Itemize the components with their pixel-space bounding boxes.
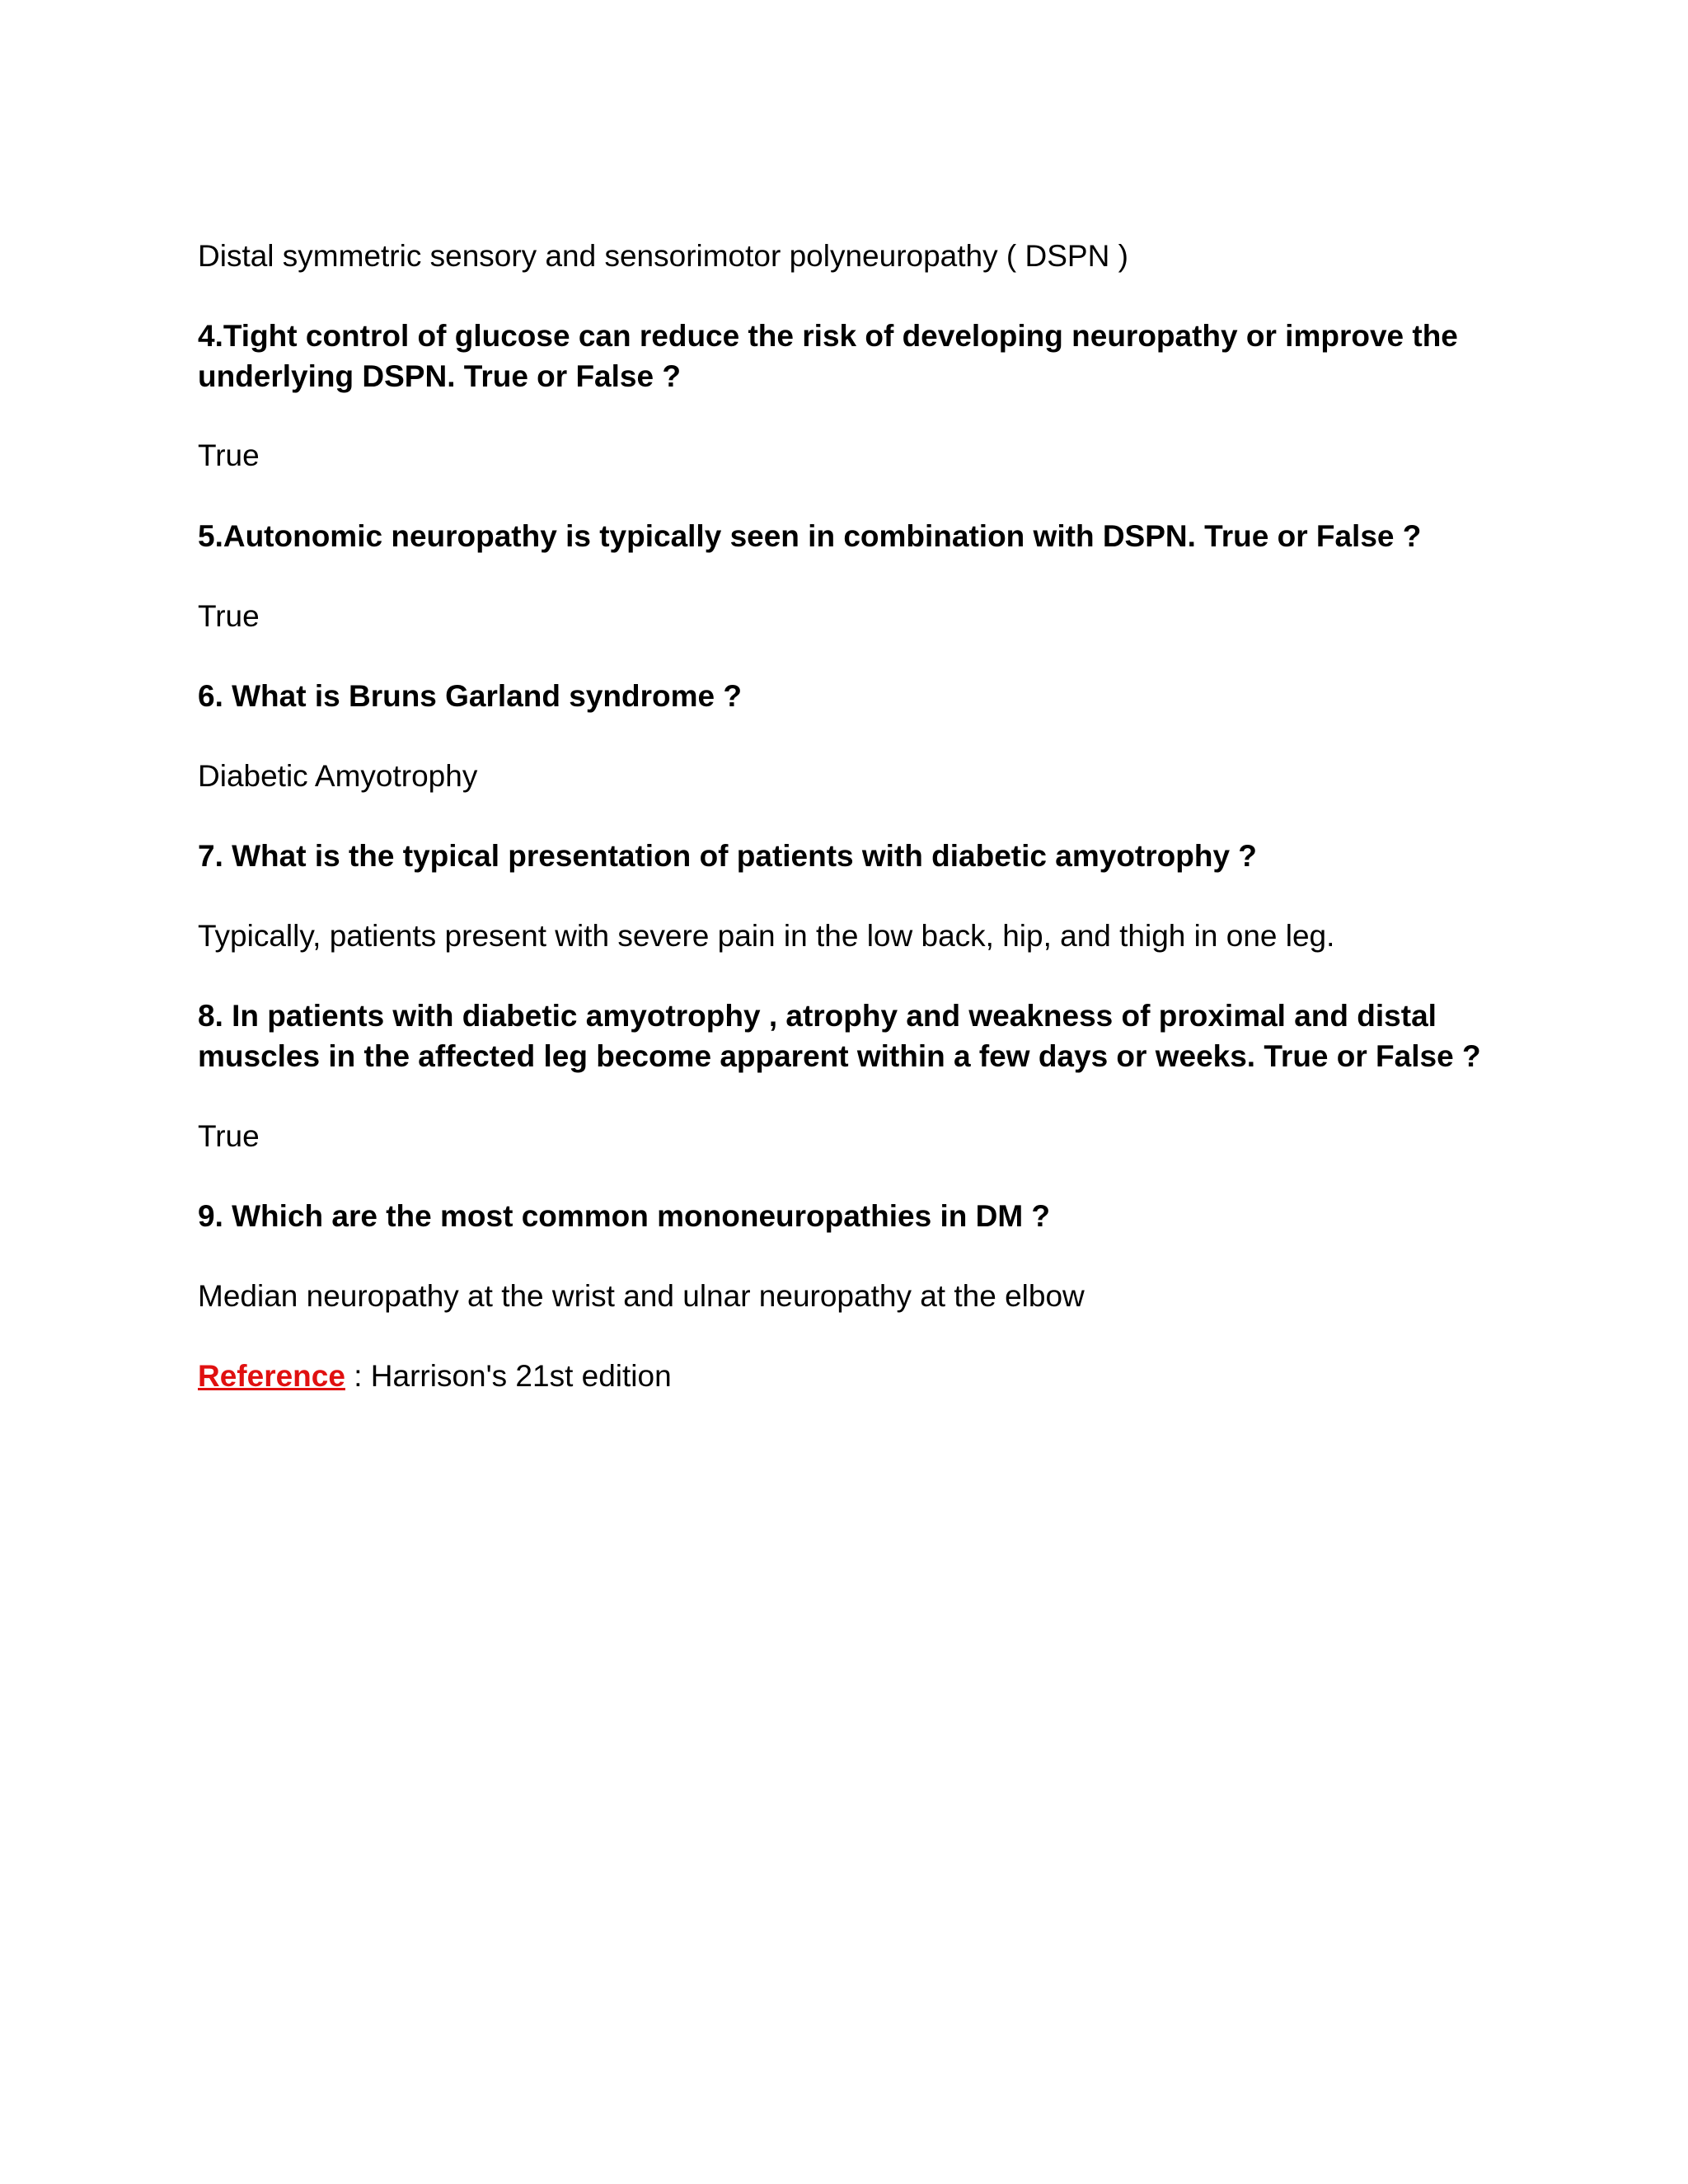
reference-label[interactable]: Reference [198, 1359, 345, 1393]
answer-8: True [198, 1119, 260, 1153]
reference-line [198, 1356, 1500, 1396]
question-4-line-1: 4.Tight control of glucose can reduce the risk of developing neuropathy or improve the [198, 319, 1458, 353]
question-8-line-2: muscles in the affected leg become apparent within a few days or weeks. True or False ? [198, 1039, 1481, 1073]
answer-4: True [198, 438, 260, 472]
answer-6: Diabetic Amyotrophy [198, 759, 478, 793]
question-9: 9. Which are the most common mononeuropathies in DM ? [198, 1199, 1051, 1233]
answer-9: Median neuropathy at the wrist and ulnar neuropathy at the elbow [198, 1279, 1085, 1313]
question-8-line-1: 8. In patients with diabetic amyotrophy , atrophy and weakness of proximal and distal [198, 999, 1437, 1033]
answer-7: Typically, patients present with severe pain in the low back, hip, and thigh in one leg. [198, 919, 1335, 953]
question-4-line-2: underlying DSPN. True or False ? [198, 359, 681, 393]
reference-text: : Harrison's 21st edition [345, 1359, 672, 1393]
question-5: 5.Autonomic neuropathy is typically seen in combination with DSPN. True or False ? [198, 519, 1422, 553]
answer-5: True [198, 599, 260, 633]
question-6: 6. What is Bruns Garland syndrome ? [198, 679, 742, 713]
intro-text: Distal symmetric sensory and sensorimotor polyneuropathy ( DSPN ) [198, 239, 1128, 273]
question-7: 7. What is the typical presentation of patients with diabetic amyotrophy ? [198, 839, 1257, 873]
